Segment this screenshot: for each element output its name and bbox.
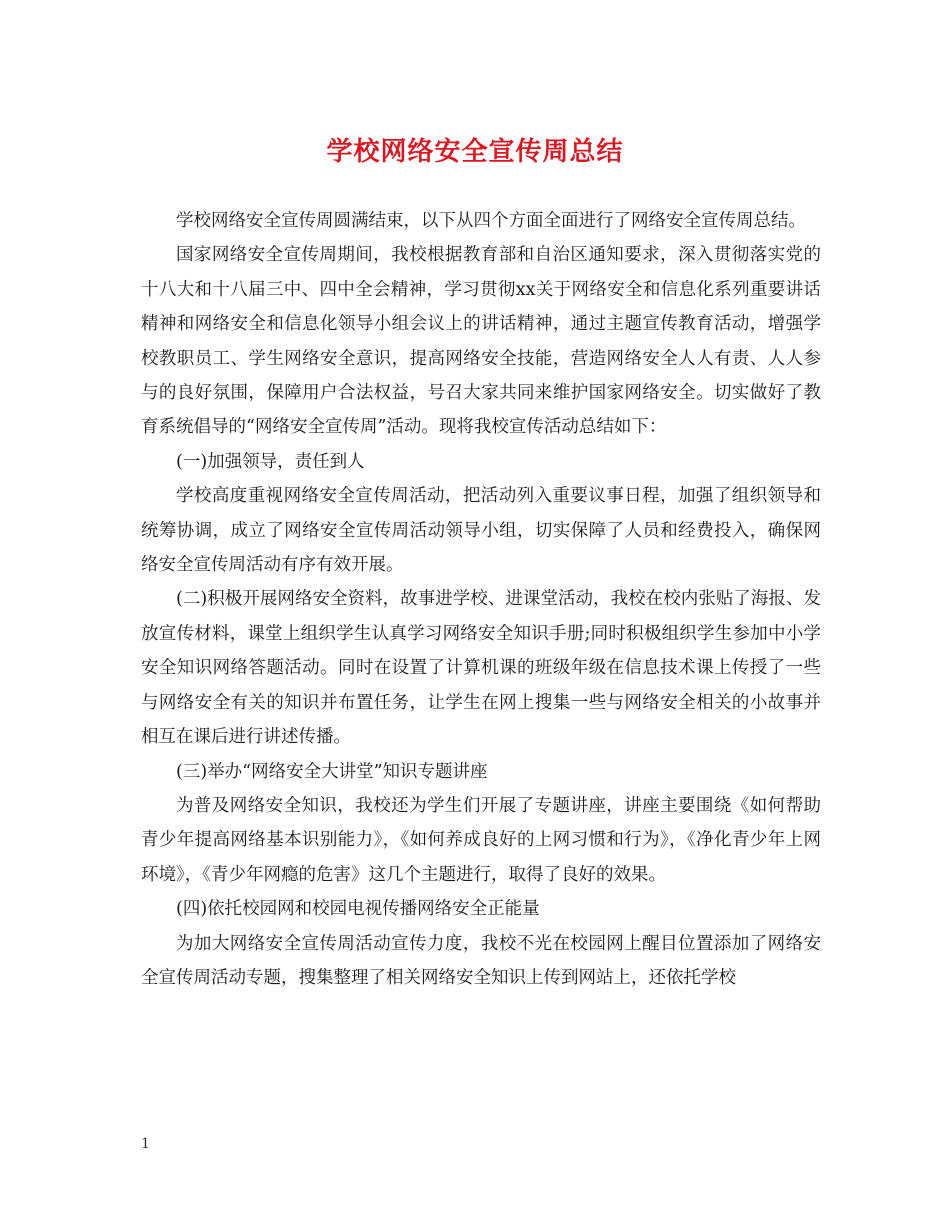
document-title: 学校网络安全宣传周总结 <box>326 137 624 167</box>
section-heading: (三)举办“网络安全大讲堂”知识专题讲座 <box>176 761 488 782</box>
paragraph: (二)积极开展网络安全资料，故事进学校、进课堂活动，我校在校内张贴了海报、发放宣传材料，课堂上组织学生认真学习网络安全知识手册;同时积极组织学生参加中小学安全知识网络答题活动。同时在设置了计算机课的班级年级在信息技术课上传授了一些与网络安全有关的知识并布置任务，让学生在网上搜集一些与网络安全相关的小故事并相互在课后进行讲述传播。 <box>141 589 821 748</box>
paragraph: 国家网络安全宣传周期间，我校根据教育部和自治区通知要求，深入贯彻落实党的十八大和十八届三中、四中全会精神，学习贯彻xx关于网络安全和信息化系列重要讲话精神和网络安全和信息化领导小组会议上的讲话精神，通过主题宣传教育活动，增强学校教职员工、学生网络安全意识，提高网络安全技能，营造网络安全人人有责、人人参与的良好氛围，保障用户合法权益，号召大家共同来维护国家网络安全。切实做好了教育系统倡导的“网络安全宣传周”活动。现将我校宣传活动总结如下： <box>141 245 821 438</box>
page-number: 1 <box>141 1136 150 1152</box>
paragraph: 为普及网络安全知识，我校还为学生们开展了专题讲座，讲座主要围绕《如何帮助青少年提高网络基本识别能力》，《如何养成良好的上网习惯和行为》，《净化青少年上网环境》，《青少年网瘾的危害》这几个主题进行，取得了良好的效果。 <box>141 795 821 885</box>
paragraph: 为加大网络安全宣传周活动宣传力度，我校不光在校园网上醒目位置添加了网络安全宣传周活动专题，搜集整理了相关网络安全知识上传到网站上，还依托学校 <box>141 933 821 988</box>
paragraph: 学校高度重视网络安全宣传周活动，把活动列入重要议事日程，加强了组织领导和统筹协调，成立了网络安全宣传周活动领导小组，切实保障了人员和经费投入，确保网络安全宣传周活动有序有效开展。 <box>141 486 821 576</box>
paragraph: 学校网络安全宣传周圆满结束，以下从四个方面全面进行了网络安全宣传周总结。 <box>176 211 806 231</box>
section-heading: (四)依托校园网和校园电视传播网络安全正能量 <box>176 899 540 920</box>
section-heading: (一)加强领导，责任到人 <box>176 451 365 472</box>
document-body <box>141 204 821 995</box>
